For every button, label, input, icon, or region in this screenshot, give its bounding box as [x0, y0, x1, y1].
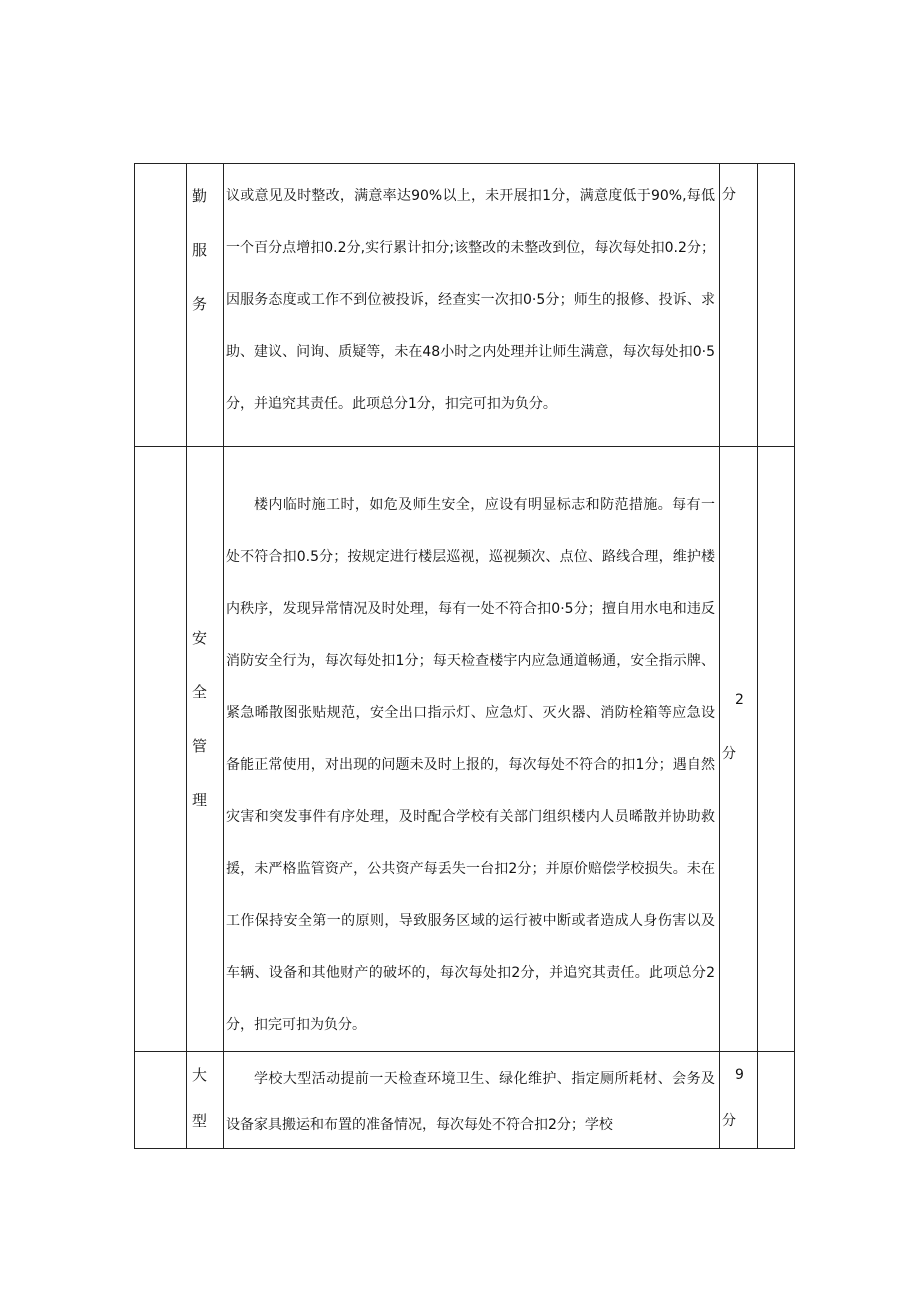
score-char: 分	[722, 1113, 736, 1129]
category-char: 勤	[192, 187, 208, 205]
category-char: 服	[192, 241, 208, 259]
scoring-table	[134, 163, 795, 1149]
content-cell	[224, 447, 720, 1052]
score-cell	[720, 447, 758, 1052]
blank-cell	[135, 447, 187, 1052]
content-text: 议或意见及时整改，满意率达90%以上，未开展扣1分，满意度低于90%,每低一个百分点增扣0.2分,实行累计扣分;该整改的未整改到位，每次每处扣0.2分；因服务态度或工作不到位被投诉，经查实一次扣0·5分；师生的报修、投诉、求助、建议、问询、质疑等，未在48小时之内处理并让师生满意，每次每处扣0·5分，并追究其责任。此项总分1分，扣完可扣为负分。	[226, 188, 715, 412]
score-cell	[720, 1052, 758, 1149]
table-row	[135, 447, 795, 1052]
table-row	[135, 1052, 795, 1149]
score-char: 分	[722, 187, 736, 203]
category-char: 全	[192, 683, 208, 701]
category-char: 管	[192, 737, 208, 755]
content-text: 楼内临时施工时，如危及师生安全，应设有明显标志和防范措施。每有一处不符合扣0.5分；按规定进行楼层巡视，巡视频次、点位、路线合理，维护楼内秩序，发现异常情况及时处理，每有一处不符合扣0·5分；擅自用水电和违反消防安全行为，每次每处扣1分；每天检查楼宇内应急通道畅通，安全指示牌、紧急晞散图张贴规范，安全出口指示灯、应急灯、灭火器、消防栓箱等应急设备能正常使用，对出现的问题未及时上报的，每次每处不符合的扣1分；遇自然灾害和突发事件有序处理，及时配合学校有关部门组织楼内人员晞散并协助救援，未严格监管资产，公共资产每丢失一台扣2分；并原价赔偿学校损失。未在工作保持安全第一的原则，导致服务区域的运行被中断或者造成人身伤害以及车辆、设备和其他财产的破坏的，每次每处扣2分，并追究其责任。此项总分2分，扣完可扣为负分。	[226, 497, 715, 1033]
blank-cell	[135, 164, 187, 447]
category-char: 型	[192, 1112, 208, 1130]
score-number: 9	[735, 1067, 744, 1083]
blank-cell	[135, 1052, 187, 1149]
category-cell	[187, 1052, 224, 1149]
category-cell	[187, 164, 224, 447]
category-char: 务	[192, 295, 208, 313]
content-text: 学校大型活动提前一天检查环境卫生、绿化维护、指定厕所耗材、会务及设备家具搬运和布置的准备情况，每次每处不符合扣2分；学校	[226, 1071, 715, 1133]
category-char: 安	[192, 629, 208, 647]
score-cell	[720, 164, 758, 447]
content-cell	[224, 1052, 720, 1149]
extra-cell	[758, 164, 795, 447]
category-char: 理	[192, 791, 208, 809]
extra-cell	[758, 447, 795, 1052]
content-cell	[224, 164, 720, 447]
extra-cell	[758, 1052, 795, 1149]
category-char: 大	[192, 1066, 208, 1084]
score-number: 2	[735, 692, 744, 708]
table-row	[135, 164, 795, 447]
score-char: 分	[722, 746, 736, 762]
category-cell	[187, 447, 224, 1052]
